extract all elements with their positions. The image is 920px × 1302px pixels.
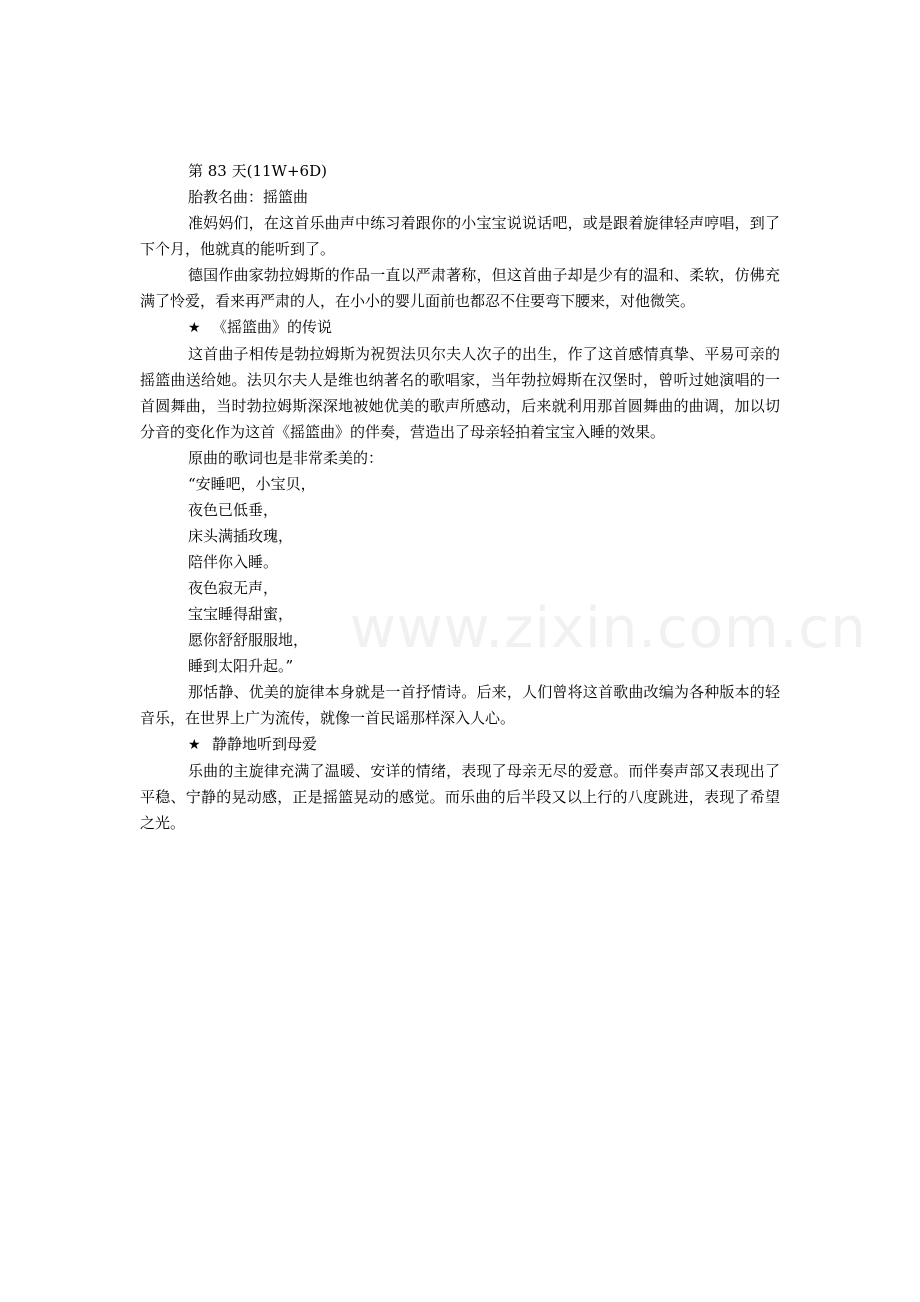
section-heading-text: 《摇篮曲》的传说	[212, 318, 333, 336]
composer-paragraph: 德国作曲家勃拉姆斯的作品一直以严肃著称，但这首曲子却是少有的温和、柔软，仿佛充满了怜爱，看来再严肃的人，在小小的婴儿面前也都忍不住要弯下腰来，对他微笑。	[140, 266, 780, 310]
lyric-line: 床头满插玫瑰，	[188, 527, 294, 545]
lyrics-block	[140, 471, 780, 679]
intro-paragraph: 准妈妈们，在这首乐曲声中练习着跟你的小宝宝说说话吧，或是跟着旋律轻声哼唱，到了下个月，他就真的能听到了。	[140, 214, 780, 258]
star-icon: ★	[188, 320, 201, 336]
day-heading: 第 83 天(11W+6D)	[188, 162, 327, 180]
lyric-line: “安睡吧，小宝贝，	[188, 475, 316, 493]
lyric-line: 愿你舒舒服服地，	[188, 631, 309, 649]
lyric-line: 夜色已低垂，	[188, 501, 279, 519]
star-icon: ★	[188, 737, 201, 753]
lyric-line: 夜色寂无声，	[188, 579, 279, 597]
section-heading-love	[140, 731, 780, 758]
document-body	[140, 158, 780, 836]
section-heading-legend	[140, 314, 780, 341]
music-title: 胎教名曲：摇篮曲	[188, 188, 309, 206]
lyric-line: 宝宝睡得甜蜜，	[188, 605, 294, 623]
lyric-line: 陪伴你入睡。	[188, 553, 279, 571]
watermark-text: www.zixin.com.cn	[350, 596, 867, 661]
section-heading-text: 静静地听到母爱	[212, 735, 318, 753]
legend-paragraph: 这首曲子相传是勃拉姆斯为祝贺法贝尔夫人次子的出生，作了这首感情真挚、平易可亲的摇篮曲送给她。法贝尔夫人是维也纳著名的歌唱家，当年勃拉姆斯在汉堡时，曾听过她演唱的一首圆舞曲，当时勃拉姆斯深深地被她优美的歌声所感动，后来就利用那首圆舞曲的曲调，加以切分音的变化作为这首《摇篮曲》的伴奏，营造出了母亲轻拍着宝宝入睡的效果。	[140, 345, 780, 441]
melody-paragraph: 那恬静、优美的旋律本身就是一首抒情诗。后来，人们曾将这首歌曲改编为各种版本的轻音乐，在世界上广为流传，就像一首民谣那样深入人心。	[140, 683, 780, 727]
lyric-line: 睡到太阳升起。”	[188, 657, 294, 675]
theme-paragraph: 乐曲的主旋律充满了温暖、安详的情绪，表现了母亲无尽的爱意。而伴奏声部又表现出了平稳、宁静的晃动感，正是摇篮晃动的感觉。而乐曲的后半段又以上行的八度跳进，表现了希望之光。	[140, 762, 780, 832]
lyrics-intro: 原曲的歌词也是非常柔美的：	[188, 449, 384, 467]
